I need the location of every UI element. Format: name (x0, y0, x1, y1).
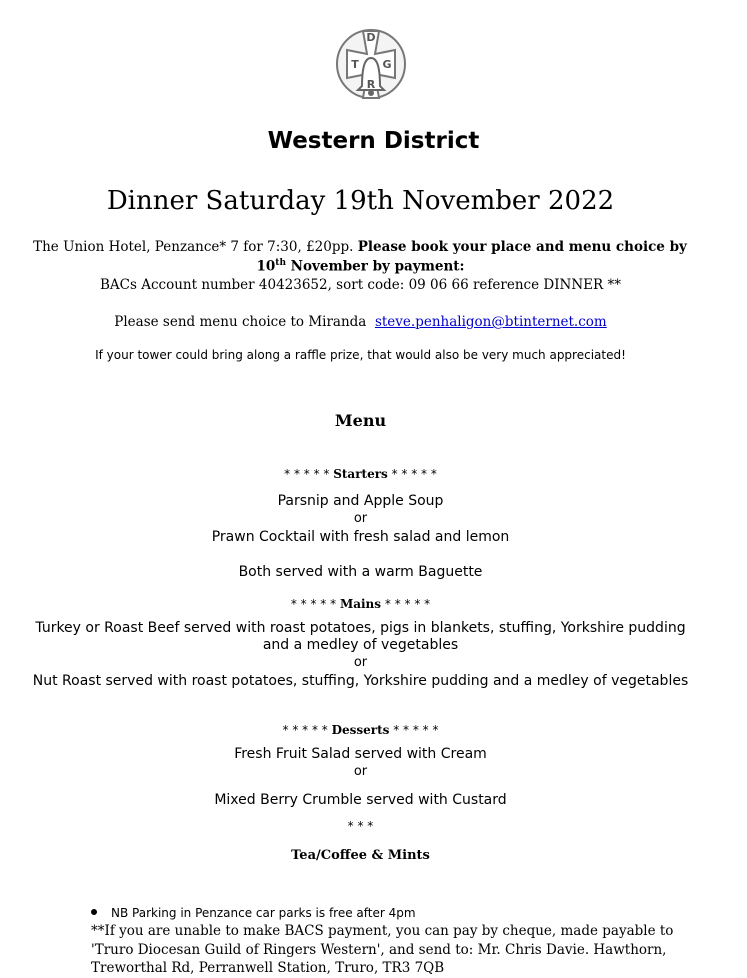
stars-left: * * * * * (284, 467, 330, 481)
starters-heading (0, 467, 734, 481)
deadline-line (0, 258, 734, 275)
cheque-note (91, 922, 691, 978)
menu-choice-line (0, 314, 734, 330)
logo-letter-left: T (351, 58, 359, 71)
starter-or: or (353, 511, 368, 526)
stars-left: * * * * * (282, 723, 328, 737)
venue-line (0, 239, 720, 255)
parking-bullet (91, 906, 416, 920)
cheque-note-line-3: Treworthal Rd, Perranwell Station, Truro, TR3 7QB (91, 960, 445, 976)
main-item-1-line-1: Turkey or Roast Beef served with roast potatoes, pigs in blankets, stuffing, Yorkshire pudding (35, 620, 686, 636)
tea-coffee-line: Tea/Coffee & Mints (291, 848, 430, 863)
menu-heading: Menu (334, 411, 387, 430)
mains-label: Mains (339, 597, 382, 611)
deadline-day-suffix: th (275, 258, 286, 268)
cheque-note-line-2: 'Truro Diocesan Guild of Ringers Western', and send to: Mr. Chris Davie. Hawthorn, (91, 941, 667, 958)
stars-left: * * * * * (290, 597, 337, 611)
main-item-1-line-2: and a medley of vegetables (262, 637, 459, 653)
stars-right: * * * * * (384, 597, 431, 611)
desserts-label: Desserts (331, 723, 390, 737)
mains-heading (0, 597, 734, 611)
starter-note: Both served with a warm Baguette (238, 564, 483, 580)
page-title: Western District (267, 128, 480, 154)
guild-logo (335, 26, 407, 106)
cheque-note-line-1: **If you are unable to make BACS payment, you can pay by cheque, made payable to (91, 923, 674, 939)
raffle-note: If your tower could bring along a raffle prize, that would also be very much appreciated! (95, 348, 626, 362)
stars-right: * * * * * (391, 467, 437, 481)
venue-text: The Union Hotel, Penzance* 7 for 7:30, £20pp. (33, 239, 358, 255)
dessert-or: or (353, 764, 368, 779)
dessert-item-2: Mixed Berry Crumble served with Custard (214, 792, 507, 808)
main-or: or (353, 655, 368, 670)
parking-text: NB Parking in Penzance car parks is free after 4pm (111, 906, 416, 920)
end-stars: * * * (347, 819, 374, 833)
starters-label: Starters (333, 467, 388, 481)
bullet-icon (91, 909, 97, 915)
send-text: Please send menu choice to Miranda (114, 314, 375, 330)
logo-letter-top: D (366, 31, 376, 44)
starter-item-2: Prawn Cocktail with fresh salad and lemon (211, 529, 510, 545)
desserts-heading (0, 723, 734, 737)
starter-item-1: Parsnip and Apple Soup (277, 493, 444, 509)
deadline-day: 10 (256, 258, 276, 275)
booking-deadline-text: Please book your place and menu choice by (357, 239, 687, 255)
logo-letter-bottom: R (366, 78, 376, 91)
stars-right: * * * * * (393, 723, 439, 737)
logo-letter-right: G (382, 58, 392, 71)
dessert-item-1: Fresh Fruit Salad served with Cream (234, 746, 487, 762)
email-link[interactable]: steve.penhaligon@btinternet.com (374, 314, 607, 330)
deadline-rest: November by payment: (285, 258, 465, 275)
event-subtitle: Dinner Saturday 19th November 2022 (106, 186, 615, 216)
main-item-2: Nut Roast served with roast potatoes, stuffing, Yorkshire pudding and a medley of vegetables (32, 673, 689, 689)
bank-details: BACs Account number 40423652, sort code: 09 06 66 reference DINNER ** (100, 277, 621, 293)
